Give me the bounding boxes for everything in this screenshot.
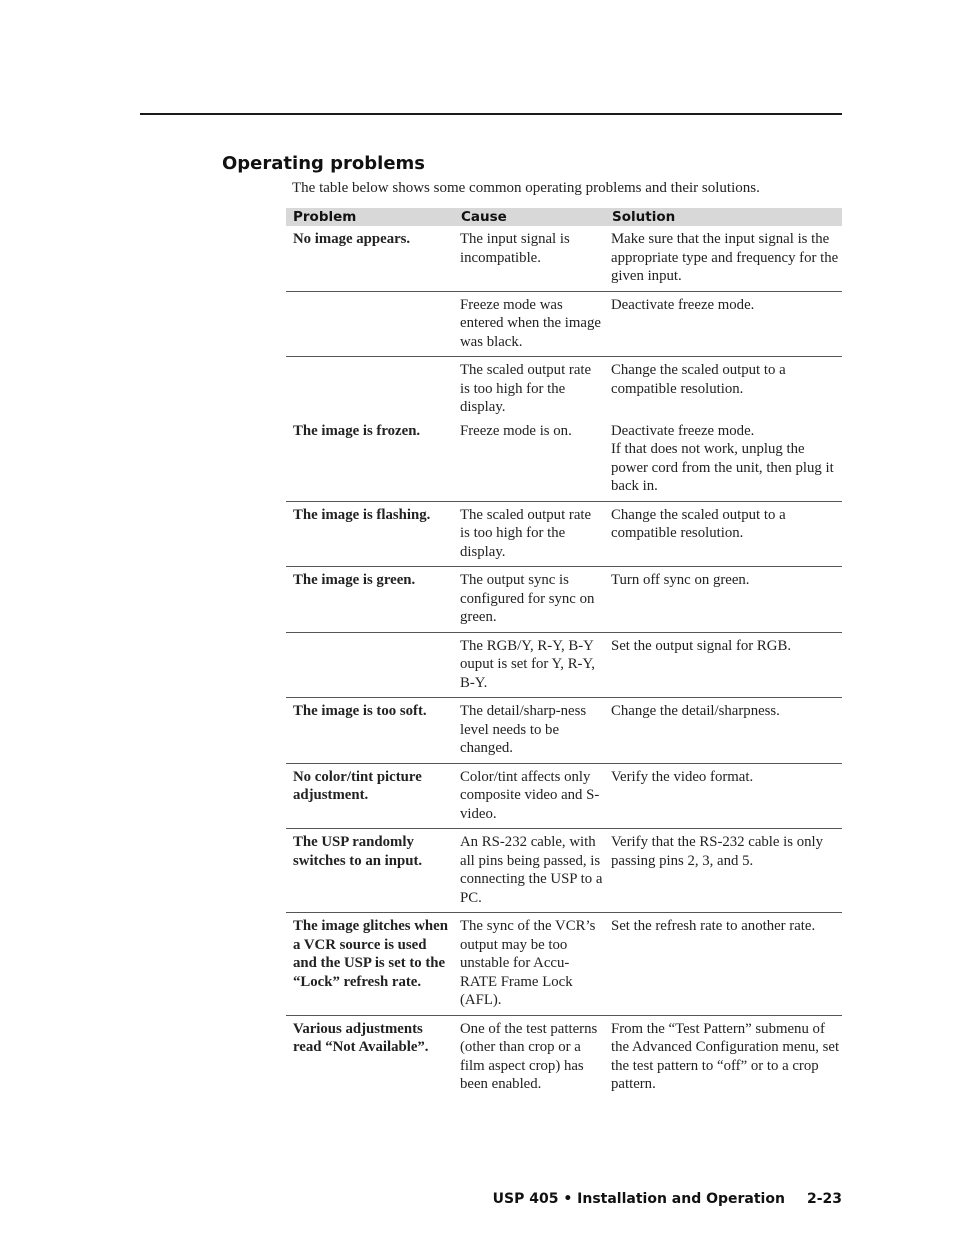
- page-number: 2-23: [806, 1191, 842, 1207]
- header-rule: [140, 113, 842, 115]
- solution-cell: Change the detail/sharpness.: [611, 703, 780, 719]
- cause-cell: The detail/sharp-ness level needs to be changed.: [460, 703, 587, 756]
- cause-cell: Color/tint affects only composite video and S-video.: [460, 768, 600, 822]
- footer-title: USP 405 • Installation and Operation: [492, 1191, 785, 1207]
- cause-cell: Freeze mode is on.: [460, 422, 572, 439]
- cause-cell: The RGB/Y, R-Y, B-Y ouput is set for Y, R-Y, B-Y.: [460, 637, 595, 691]
- solution-cell: Verify that the RS-232 cable is only passing pins 2, 3, and 5.: [611, 834, 824, 869]
- table-row: [286, 913, 842, 1016]
- table-row: [286, 698, 842, 764]
- cause-cell: The scaled output rate is too high for the display.: [460, 506, 592, 560]
- problem-cell: The image is green.: [293, 572, 416, 588]
- table-row: [286, 226, 842, 291]
- table-row: [286, 1015, 842, 1099]
- solution-cell: Turn off sync on green.: [611, 572, 750, 588]
- problem-cell: The image is too soft.: [293, 703, 427, 719]
- problem-cell: The image is frozen.: [293, 422, 421, 439]
- table-row: [286, 632, 842, 698]
- troubleshooting-table: [286, 208, 842, 1099]
- solution-cell: Verify the video format.: [611, 768, 754, 785]
- solution-cell: Change the scaled output to a compatible resolution.: [611, 506, 786, 541]
- table-row: [286, 291, 842, 357]
- header-cause: Cause: [454, 208, 605, 226]
- cause-cell: The sync of the VCR’s output may be too unstable for Accu-RATE Frame Lock (AFL).: [460, 918, 596, 1008]
- table-row: [286, 567, 842, 633]
- cause-cell: One of the test patterns (other than crop or a film aspect crop) has been enabled.: [460, 1020, 598, 1092]
- section-title: Operating problems: [222, 153, 426, 174]
- cause-cell: Freeze mode was entered when the image was black.: [460, 296, 601, 350]
- table-row: [286, 763, 842, 829]
- problem-cell: The image glitches when a VCR source is used and the USP is set to the “Lock” refresh rate.: [293, 918, 448, 990]
- problem-cell: No image appears.: [293, 231, 411, 247]
- table-row: [286, 357, 842, 422]
- problem-cell: The image is flashing.: [293, 506, 431, 523]
- cause-cell: The scaled output rate is too high for the display.: [460, 362, 592, 415]
- solution-line: If that does not work, unplug the power cord from the unit, then plug it back in.: [611, 441, 834, 494]
- problem-cell: Various adjustments read “Not Available”.: [293, 1020, 429, 1055]
- table-row: [286, 422, 842, 502]
- table-row: [286, 829, 842, 913]
- header-problem: Problem: [286, 208, 454, 226]
- problem-cell: [286, 291, 454, 357]
- section-intro: The table below shows some common operating problems and their solutions.: [292, 180, 760, 196]
- header-solution: Solution: [605, 208, 842, 226]
- solution-cell: Deactivate freeze mode.: [611, 296, 755, 313]
- page-footer: [493, 1191, 842, 1207]
- solution-cell: Make sure that the input signal is the appropriate type and frequency for the given input.: [611, 231, 839, 284]
- solution-cell: From the “Test Pattern” submenu of the Advanced Configuration menu, set the test pattern to “off” or to a crop pattern.: [611, 1020, 840, 1092]
- cause-cell: An RS-232 cable, with all pins being passed, is connecting the USP to a PC.: [460, 834, 603, 906]
- solution-line: Deactivate freeze mode.: [611, 422, 755, 439]
- problem-cell: No color/tint picture adjustment.: [293, 768, 422, 803]
- problem-cell: The USP randomly switches to an input.: [293, 834, 423, 869]
- problem-cell: [286, 357, 454, 422]
- cause-cell: The output sync is configured for sync on green.: [460, 572, 595, 625]
- solution-cell: [605, 422, 842, 502]
- solution-cell: Set the refresh rate to another rate.: [611, 918, 816, 934]
- table-row: [286, 501, 842, 567]
- problem-cell: [286, 632, 454, 698]
- table-header-row: [286, 208, 842, 226]
- solution-cell: Change the scaled output to a compatible resolution.: [611, 362, 786, 397]
- solution-cell: Set the output signal for RGB.: [611, 637, 792, 654]
- cause-cell: The input signal is incompatible.: [460, 231, 570, 266]
